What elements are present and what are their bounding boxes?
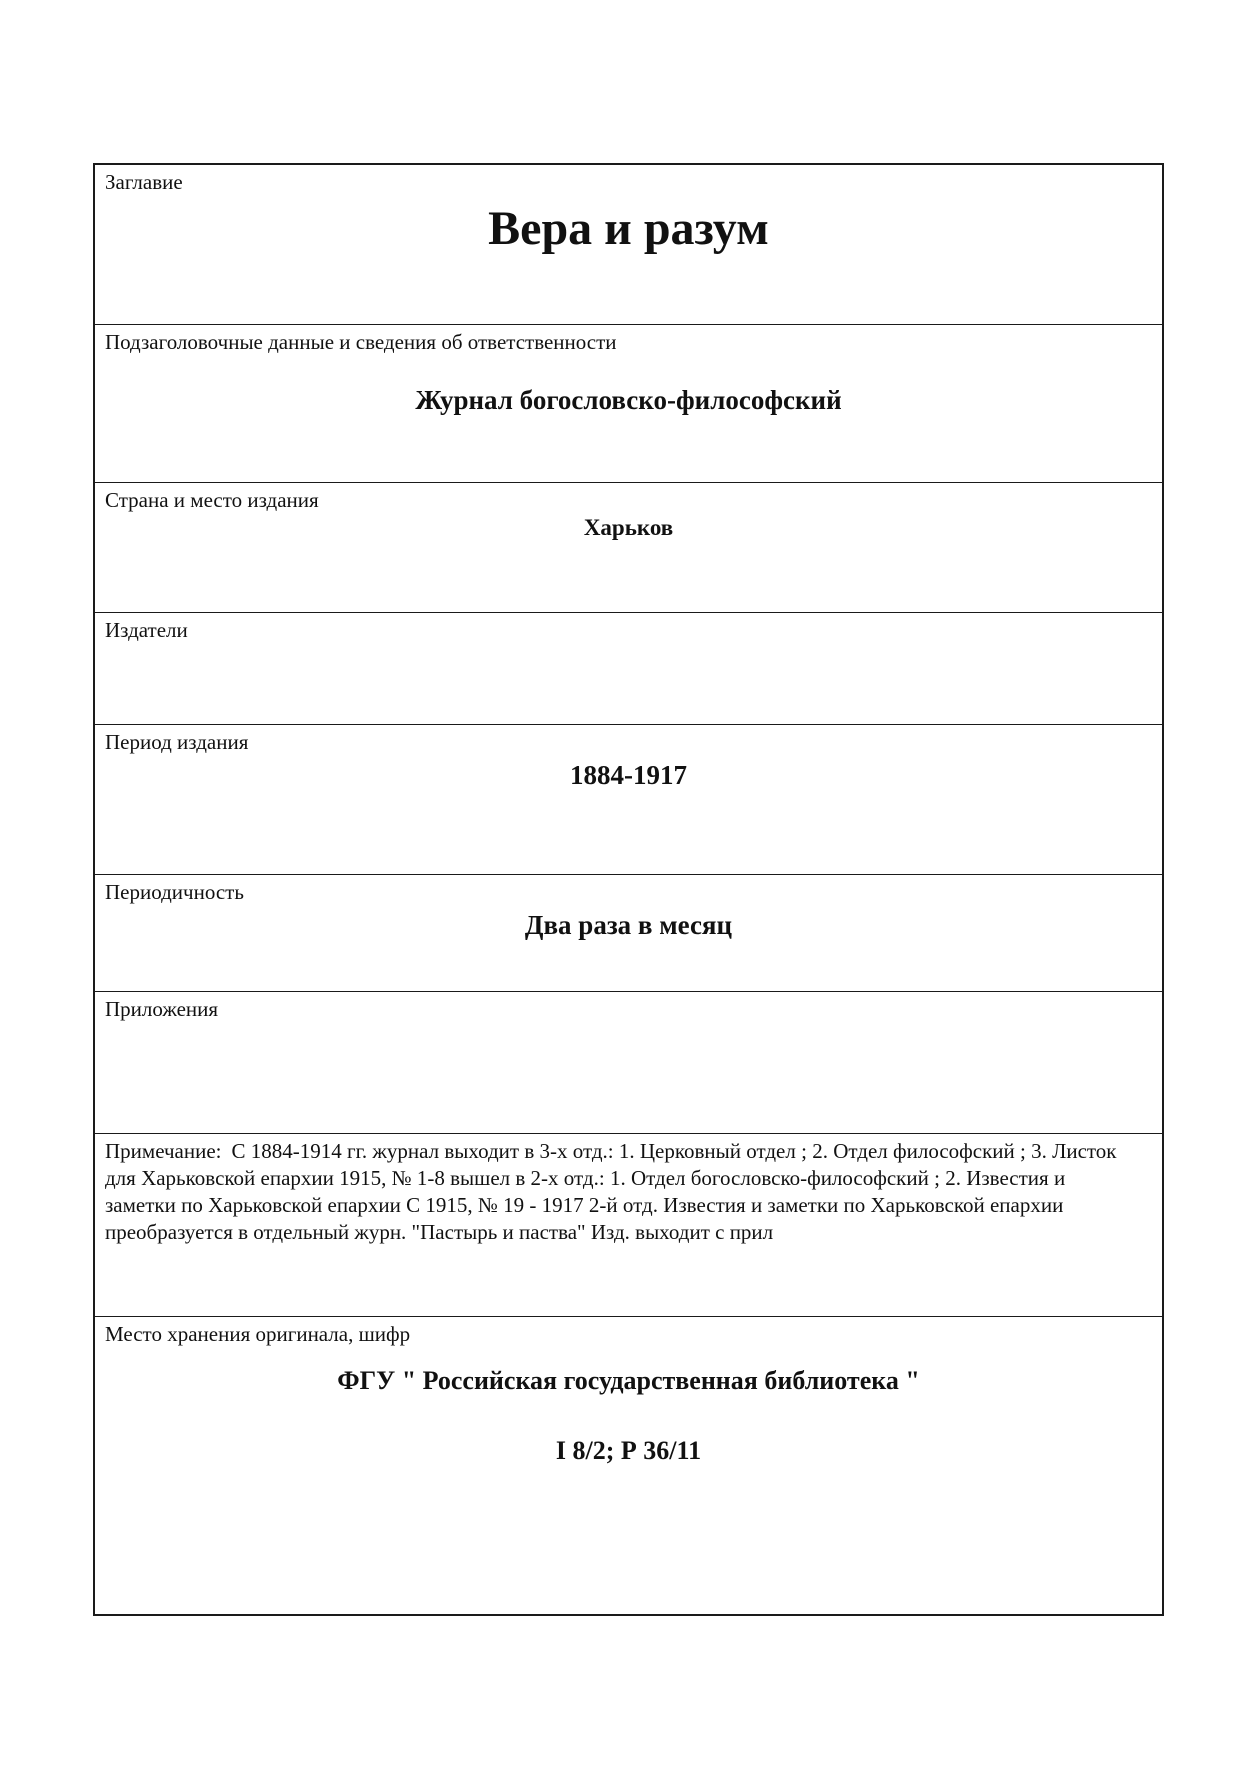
storage-row [95,1317,1162,1614]
period-value: 1884-1917 [570,760,687,790]
note-label: Примечание: [105,1139,222,1163]
note-text [105,1138,1162,1246]
place-row [95,483,1162,613]
place-label: Страна и место издания [105,488,319,512]
storage-label: Место хранения оригинала, шифр [105,1322,411,1346]
frequency-value: Два раза в месяц [524,910,733,940]
title-label: Заглавие [105,170,183,194]
period-row [95,725,1162,875]
subtitle-row [95,325,1162,483]
subtitle-label: Подзаголовочные данные и сведения об ответственности [105,330,617,354]
storage-institution: ФГУ " Российская государственная библиотека " [337,1366,920,1395]
supplements-label: Приложения [105,997,219,1021]
frequency-label: Периодичность [105,880,244,904]
place-value: Харьков [583,515,674,540]
publishers-row [95,613,1162,725]
bibliographic-card [93,163,1164,1616]
storage-shelfmark: I 8/2; Р 36/11 [555,1436,702,1465]
note-value: С 1884-1914 гг. журнал выходит в 3-х отд.: 1. Церковный отдел ; 2. Отдел философский ; 3. Листок для Харьковской епархии 1915, № 1-8 вышел в 2-х отд.: 1. Отдел богословско-философский ; 2. Известия и заметки по Харьковской епархии С 1915, № 19 - 1917 2-й отд. Известия и заметки по Харьковской епархии преобразуется в отдельный журн. "Пастырь и паства" Изд. выходит с прил [105,1139,1117,1244]
supplements-row [95,992,1162,1134]
title-row [95,165,1162,325]
note-row [95,1134,1162,1317]
period-label: Период издания [105,730,249,754]
publishers-label: Издатели [105,618,188,642]
title-value: Вера и разум [488,202,769,255]
subtitle-value: Журнал богословско-философский [415,385,842,415]
frequency-row [95,875,1162,992]
